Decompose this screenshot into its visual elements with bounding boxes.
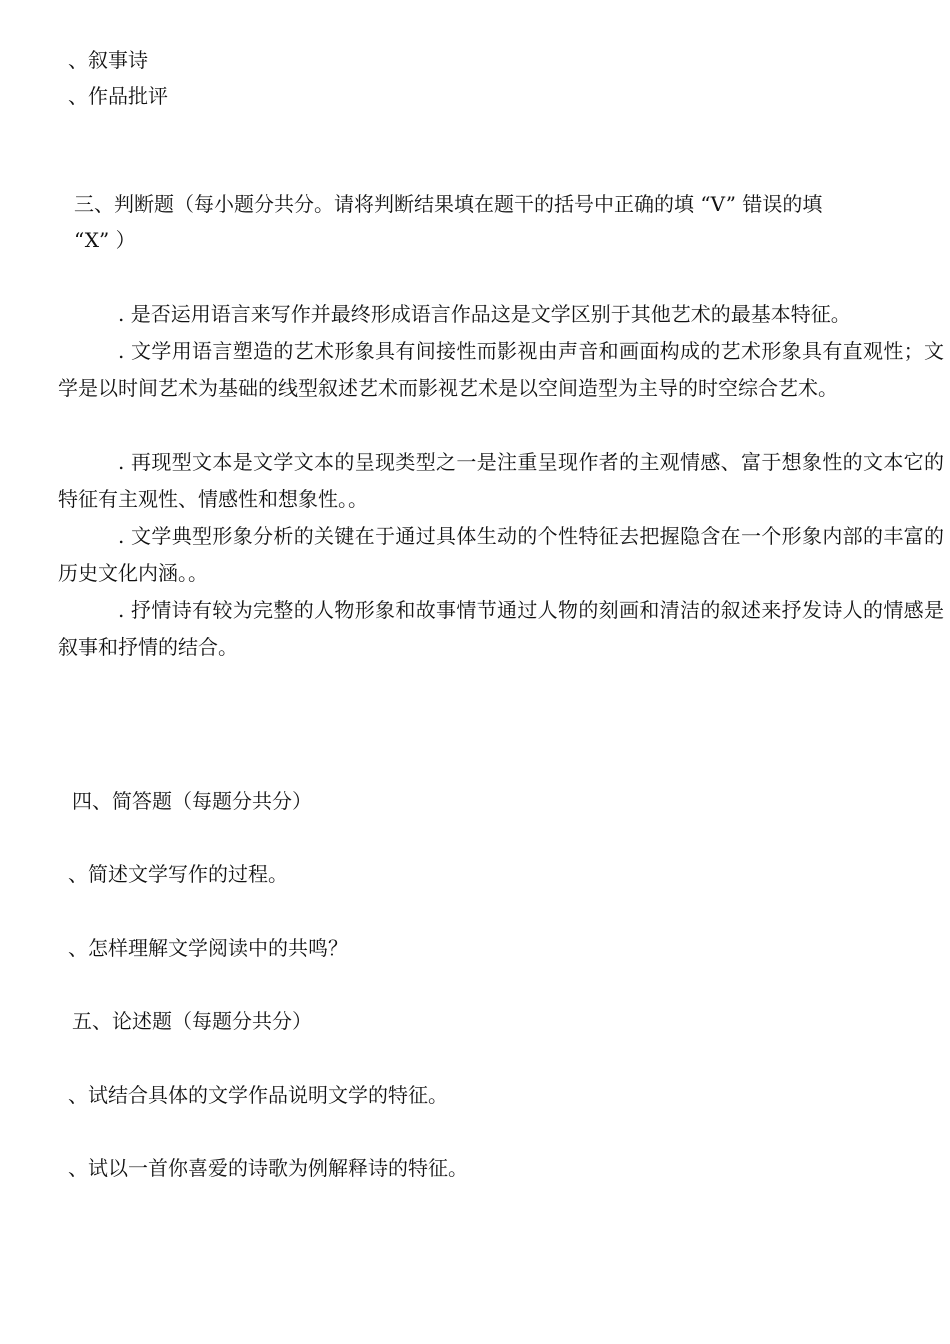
essay-question-1: 、试结合具体的文学作品说明文学的特征。: [68, 1083, 448, 1107]
section3-heading: [72, 186, 932, 258]
judge-item-3: . 再现型文本是文学文本的呈现类型之一是注重呈现作者的主观情感、富于想象性的文本它的特征有主观性、情感性和想象性。。: [58, 450, 944, 511]
short-answer-question-2: 、怎样理解文学阅读中的共鸣？: [68, 936, 348, 960]
short-answer-question-1: 、简述文学写作的过程。: [68, 862, 288, 886]
list-item-narrative-poem: 、叙事诗: [68, 48, 148, 72]
judge-item-4: . 文学典型形象分析的关键在于通过具体生动的个性特征去把握隐含在一个形象内部的丰富的历史文化内涵。。: [58, 524, 944, 585]
section3-heading-line2: “X” ）: [74, 228, 136, 252]
section3-heading-line1: 三、判断题（每小题分共分。请将判断结果填在题干的括号中正确的填 “V” 错误的填: [74, 192, 823, 216]
judge-item-2: . 文学用语言塑造的艺术形象具有间接性而影视由声音和画面构成的艺术形象具有直观性；文学是以时间艺术为基础的线型叙述艺术而影视艺术是以空间造型为主导的时空综合艺术。: [58, 339, 944, 400]
judge-item-1: . 是否运用语言来写作并最终形成语言作品这是文学区别于其他艺术的最基本特征。: [118, 302, 851, 326]
section5-heading: 五、论述题（每题分共分）: [72, 1009, 312, 1033]
essay-question-2: 、试以一首你喜爱的诗歌为例解释诗的特征。: [68, 1156, 468, 1180]
judge-item-5: . 抒情诗有较为完整的人物形象和故事情节通过人物的刻画和清洁的叙述来抒发诗人的情感是叙事和抒情的结合。: [58, 598, 944, 659]
list-item-work-criticism: 、作品批评: [68, 84, 168, 108]
section4-heading: 四、简答题（每题分共分）: [72, 789, 312, 813]
